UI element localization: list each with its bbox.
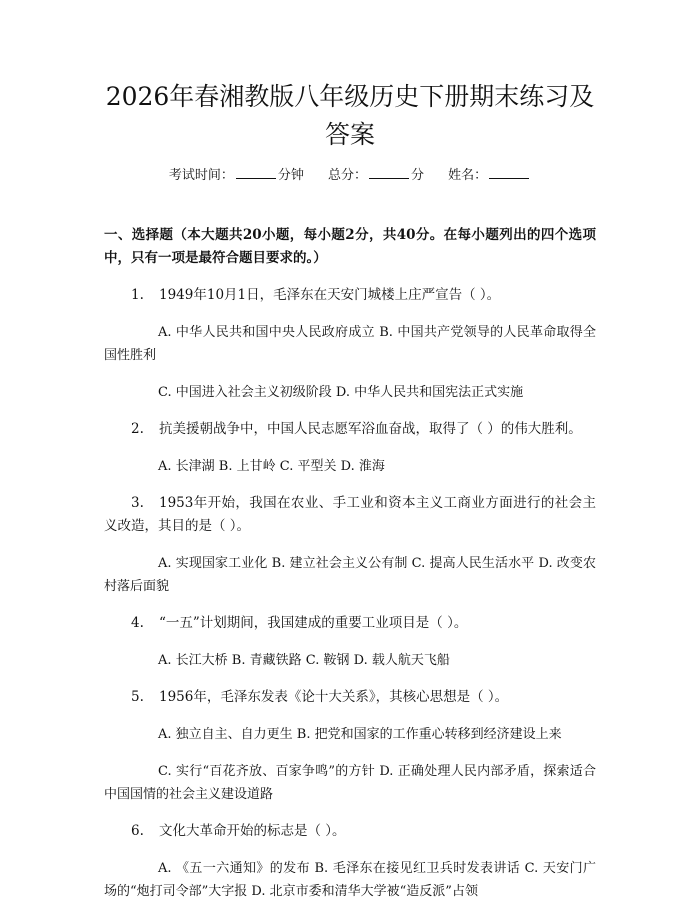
question-4 bbox=[104, 612, 596, 635]
exam-name-label: 姓名： bbox=[448, 168, 488, 183]
question-5 bbox=[104, 686, 596, 709]
question-1 bbox=[104, 284, 596, 307]
question-number: 1. bbox=[131, 287, 144, 303]
exam-info bbox=[104, 166, 596, 186]
question-number: 2. bbox=[131, 421, 144, 437]
question-3-options-1: A. 实现国家工业化 B. 建立社会主义公有制 C. 提高人民生活水平 D. 改变农村落后面貌 bbox=[104, 556, 596, 594]
exam-score-label: 总分： bbox=[327, 168, 367, 183]
question-1-options-2: C. 中国进入社会主义初级阶段 D. 中华人民共和国宪法正式实施 bbox=[158, 385, 524, 400]
question-5-options-1: A. 独立自主、自力更生 B. 把党和国家的工作重心转移到经济建设上来 bbox=[158, 727, 562, 742]
question-2-options-1: A. 长津湖 B. 上甘岭 C. 平型关 D. 淮海 bbox=[158, 459, 385, 474]
question-2 bbox=[104, 418, 596, 441]
question-1-options-1: A. 中华人民共和国中央人民政府成立 B. 中国共产党领导的人民革命取得全国性胜利 bbox=[104, 325, 596, 363]
exam-time bbox=[169, 166, 304, 186]
exam-time-label: 考试时间： bbox=[168, 168, 234, 183]
question-number: 6. bbox=[131, 823, 144, 839]
question-6 bbox=[104, 820, 596, 843]
question-number: 3. bbox=[131, 495, 144, 511]
question-4-options-1: A. 长江大桥 B. 青藏铁路 C. 鞍钢 D. 载人航天飞船 bbox=[158, 653, 450, 668]
exam-score-unit: 分 bbox=[411, 168, 425, 183]
question-3 bbox=[104, 492, 596, 538]
question-5-options-2: C. 实行“百花齐放、百家争鸣”的方针 D. 正确处理人民内部矛盾，探索适合中国国情的社会主义建设道路 bbox=[104, 764, 596, 802]
exam-time-blank bbox=[236, 166, 276, 179]
question-6-options-1: A. 《五一六通知》的发布 B. 毛泽东在接见红卫兵时发表讲话 C. 天安门广场的“炮打司令部”大字报 D. 北京市委和清华大学被“造反派”占领 bbox=[104, 861, 596, 899]
exam-score bbox=[328, 166, 424, 186]
question-stem: 文化大革命开始的标志是（ ）。 bbox=[159, 823, 346, 839]
question-stem: “一五”计划期间，我国建成的重要工业项目是（ ）。 bbox=[159, 615, 468, 631]
exam-name-blank bbox=[489, 166, 529, 179]
question-number: 5. bbox=[131, 689, 144, 705]
exam-score-blank bbox=[369, 166, 409, 179]
question-number: 4. bbox=[131, 615, 144, 631]
document-title: 2026年春湘教版八年级历史下册期末练习及答案 bbox=[105, 82, 595, 149]
exam-time-unit: 分钟 bbox=[277, 168, 304, 183]
question-stem: 抗美援朝战争中，中国人民志愿军浴血奋战，取得了（ ）的伟大胜利。 bbox=[159, 421, 582, 437]
exam-name bbox=[448, 166, 531, 186]
section-heading: 一、选择题（本大题共20小题，每小题2分，共40分。在每小题列出的四个选项中，只有一项是最符合题目要求的。） bbox=[104, 227, 596, 266]
question-stem: 1953年开始，我国在农业、手工业和资本主义工商业方面进行的社会主义改造，其目的是（ ）。 bbox=[104, 495, 596, 534]
question-stem: 1949年10月1日，毛泽东在天安门城楼上庄严宣告（ ）。 bbox=[159, 287, 501, 303]
question-stem: 1956年，毛泽东发表《论十大关系》，其核心思想是（ ）。 bbox=[159, 689, 509, 705]
